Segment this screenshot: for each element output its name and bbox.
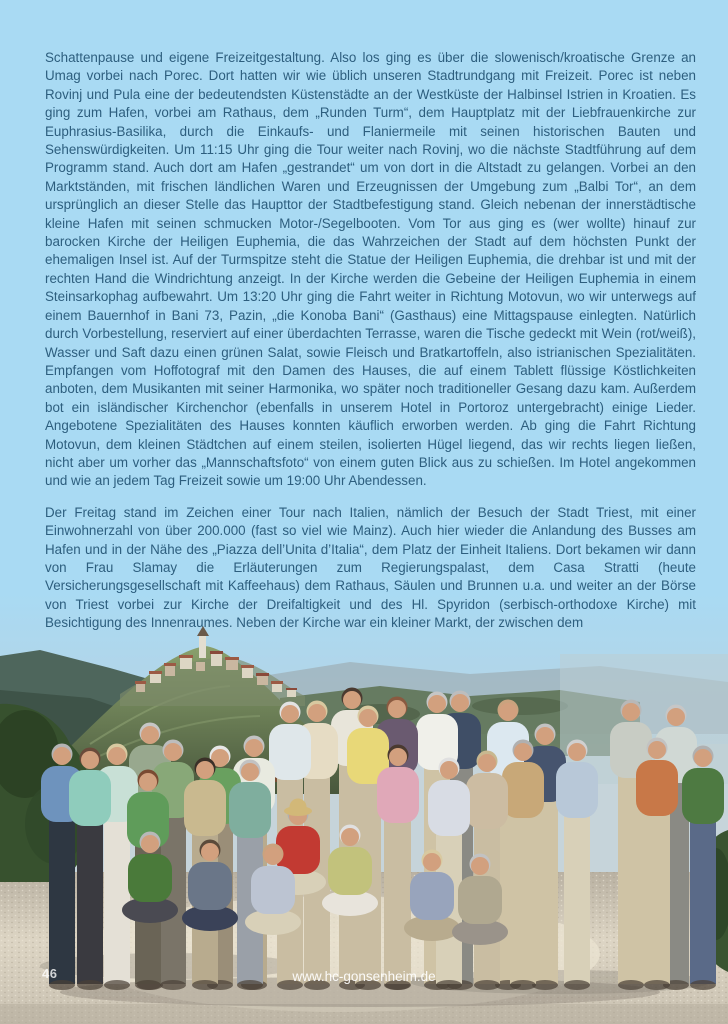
footer-url: www.hc-gonsenheim.de [292, 969, 436, 984]
page-number: 46 [42, 966, 58, 981]
group-photo [0, 594, 728, 1024]
article-text [45, 49, 696, 633]
ridge-forest [472, 697, 568, 715]
gravel-edge [0, 1004, 728, 1024]
paragraph-2: Der Freitag stand im Zeichen einer Tour nach Italien, nämlich der Besuch der Stadt Triest, mit einer Einwohnerzahl von über 200.000 (fast so viel wie Mainz). Auch hier wieder die Anlandung des Busses am Hafen und in der Nähe des „Piazza dell’Unita d’Italia“, dem Platz der Einheit Italiens. Dort bekamen wir dann von Frau Slamay die Erläuterungen zum Regierungspalast, dem Casa Stratti (heute Versicherungsgesellschaft mit Kaffeehaus) dem Rathaus, Säulen und Brunnen u.a. und weiter an der Börse von Triest vorbei zur Kirche der Dreifaltigkeit und des Hl. Spyridon (serbisch-orthodoxe Kirche) mit Besichtigung des Innenraumes. Neben der Kirche war ein kleiner Markt, der zwischen dem [45, 504, 696, 631]
paragraph-1: Schattenpause und eigene Freizeitgestaltung. Also los ging es über die slowenisch/kroatische Grenze an Umag vorbei nach Porec. Dort hatten wir wie üblich unseren Stadtrundgang mit Freizeit. Porec ist neben Rovinj und Pula eine der bedeutendsten Küstenstädte an der Westküste der Halbinsel Istrien in Kroatien. Es ging zum Hafen, vorbei am Rathaus, dem „Runden Turm“, dem Hauptplatz mit der Liebfrauenkirche zur Euphrasius-Basilika, durch die Einkaufs- und Flaniermeile mit seinen historischen Bauten und Sehenswürdigkeiten. Um 11:15 Uhr ging die Tour weiter nach Rovinj, wo die nächste Stadtführung auf dem Programm stand. Auch dort am Hafen „gestrandet“ um von dort in die Altstadt zu gelangen. Vorbei an den Marktständen, mit frischen ländlichen Waren und Erzeugnissen der Umgebung zum „Balbi Tor“, an dem ursprünglich an dieser Stelle das Haupttor der Stadtbefestigung stand. Gleich nebenan der innerstädtische kleine Hafen mit seinen schmucken Motor-/Segelbooten. Vom Tor aus ging es (wer wollte) hinauf zur barocken Kirche der Heiligen Euphemia, die das Wahrzeichen der Stadt auf dem höchsten Punkt der ehemaligen Insel ist. Auf der Turmspitze steht die Statue der Heiligen Euphemia, die drehbar ist und mit der rechten Hand die Windrichtung anzeigt. In der Kirche werden die Gebeine der Heiligen Euphemia in einem Steinsarkophag aufbewahrt. Um 13:20 Uhr ging die Fahrt weiter in Richtung Motovun, wo wir unterwegs auf einem Bauernhof in Bani 73, Pazin, „die Konoba Bani“ (Gasthaus) eine Mittagspause einlegten. Natürlich durch Vorbestellung, reserviert auf einer überdachten Terrasse, waren die Tische gedeckt mit Wein (rot/weiß), Wasser und Saft dazu einen grünen Salat, sowie Fleisch und Bratkartoffeln, also istrianischen Spezialitäten. Empfangen vom Hoffotograf mit den Damen des Hauses, die auf einem Tablett flüssige Köstlichkeiten anboten, dem Musikanten mit seiner Harmonika, wo später noch traditioneller Gesang dazu kam. Außerdem bot ein isländischer Kirchenchor (ebenfalls in unserem Hotel in Portoroz untergebracht) einige Lieder. Angebotene Spezialitäten des Hauses konnten käuflich erworben werden. Ab ging die Fahrt Richtung Motovun, dem kleinen Städtchen auf einem steilen, isolierten Hügel liegend, das wir rechts liegen ließen, nicht aber um vorher das „Mannschaftsfoto“ von einem guten Blick aus zu schießen. Im Hotel angekommen und wie an jedem Tag Freizeit sowie um 19:00 Uhr Abendessen. [45, 50, 696, 489]
town-tower [199, 636, 206, 658]
